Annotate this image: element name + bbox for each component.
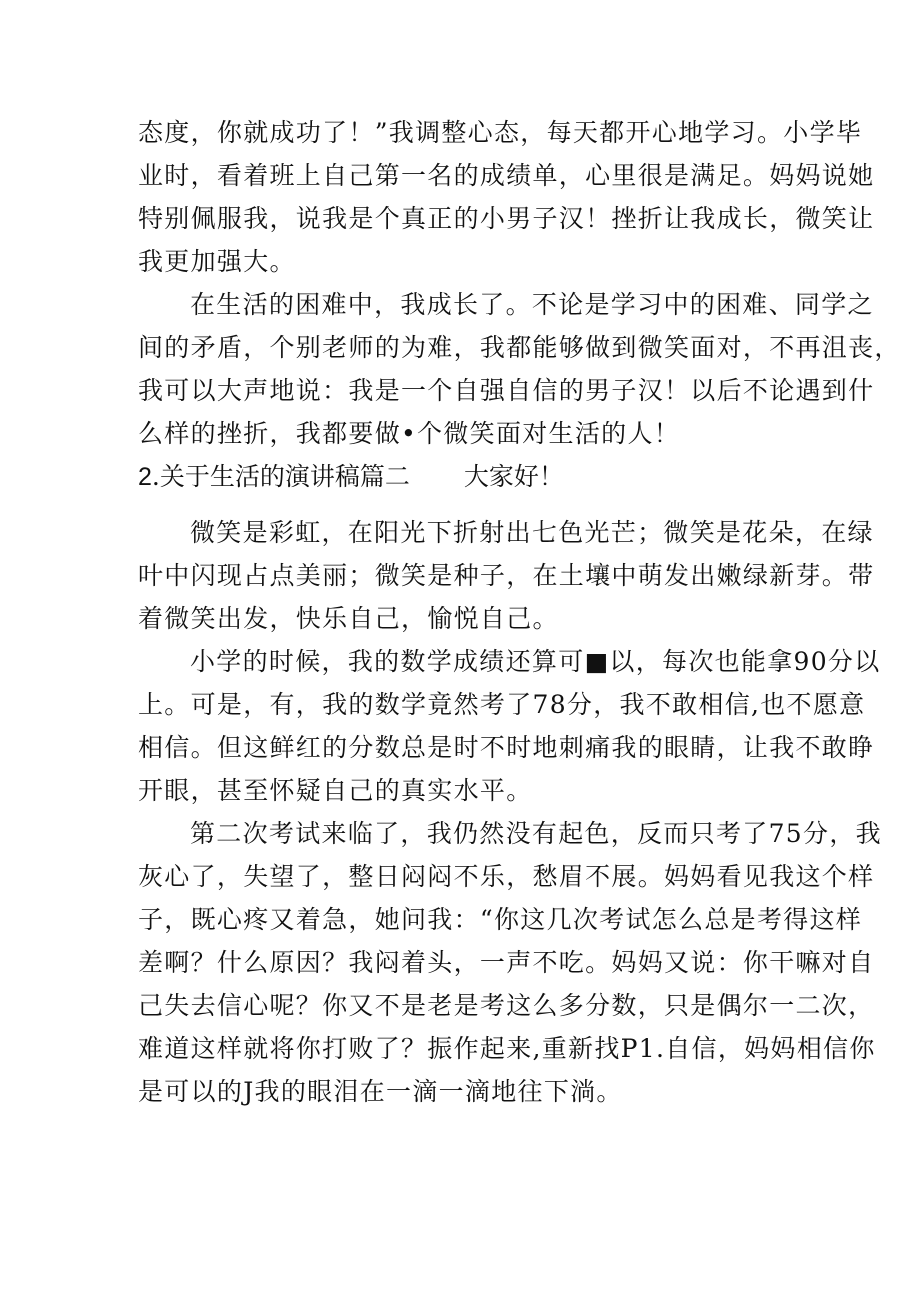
text-line: 叶中闪现占点美丽；微笑是种子，在土壤中萌发出嫩绿新芽。带 xyxy=(138,561,875,590)
section-number: 2 xyxy=(138,463,152,491)
greeting: 大家好！ xyxy=(463,462,564,491)
paragraph-3 xyxy=(138,518,875,634)
text-line: 第二次考试来临了，我仍然没有起色，反而只考了75分，我 xyxy=(190,819,882,848)
text-line: 上。可是，有，我的数学竟然考了78分，我不敢相信,也不愿意 xyxy=(138,690,866,719)
paragraph-4 xyxy=(138,647,881,806)
text-line: 小学的时候，我的数学成绩还算可■以，每次也能拿90分以 xyxy=(190,647,881,676)
text-line: 微笑是彩虹，在阳光下折射出七色光芒；微笑是花朵，在绿 xyxy=(190,518,874,547)
text-line: 子，既心疼又着急，她问我：“你这几次考试怎么总是考得这样 xyxy=(138,905,863,934)
paragraph-5 xyxy=(138,819,882,1107)
text-line: 在生活的困难中，我成长了。不论是学习中的困难、同学之 xyxy=(190,290,874,319)
text-line: 特别佩服我，说我是个真正的小男子汉！挫折让我成长，微笑让 xyxy=(138,204,875,233)
text-line: 己失去信心呢？你又不是老是考这么多分数，只是偶尔一二次， xyxy=(138,991,875,1020)
paragraph-1 xyxy=(138,118,875,277)
section-heading xyxy=(138,462,798,492)
text-line: 我可以大声地说：我是一个自强自信的男子汉！以后不论遇到什 xyxy=(138,376,875,405)
text-line: 业时，看着班上自己第一名的成绩单，心里很是满足。妈妈说她 xyxy=(138,161,875,190)
paragraph-2 xyxy=(138,290,901,449)
text-line: 态度，你就成功了！”我调整心态，每天都开心地学习。小学毕 xyxy=(138,118,863,147)
text-line: 是可以的J我的眼泪在一滴一滴地往下淌。 xyxy=(138,1077,623,1106)
text-line: 么样的挫折，我都要做•个微笑面对生活的人！ xyxy=(138,419,681,448)
document-page xyxy=(138,118,901,1107)
text-line: 我更加强大。 xyxy=(138,247,296,276)
text-line: 差啊？什么原因？我闷着头，一声不吃。妈妈又说：你干嘛对自 xyxy=(138,948,875,977)
text-line: 难道这样就将你打败了？振作起来,重新找P1.自信，妈妈相信你 xyxy=(138,1034,876,1063)
text-line: 相信。但这鲜红的分数总是时不时地刺痛我的眼睛，让我不敢睁 xyxy=(138,733,875,762)
text-line: 灰心了，失望了，整日闷闷不乐，愁眉不展。妈妈看见我这个样 xyxy=(138,862,875,891)
text-line: 着微笑出发，快乐自己，愉悦自己。 xyxy=(138,604,559,633)
text-line: 开眼，甚至怀疑自己的真实水平。 xyxy=(138,776,533,805)
text-line: 间的矛盾，个别老师的为难，我都能够做到微笑面对，不再沮丧， xyxy=(138,333,901,362)
section-title: .关于生活的演讲稿篇二 xyxy=(151,462,410,491)
